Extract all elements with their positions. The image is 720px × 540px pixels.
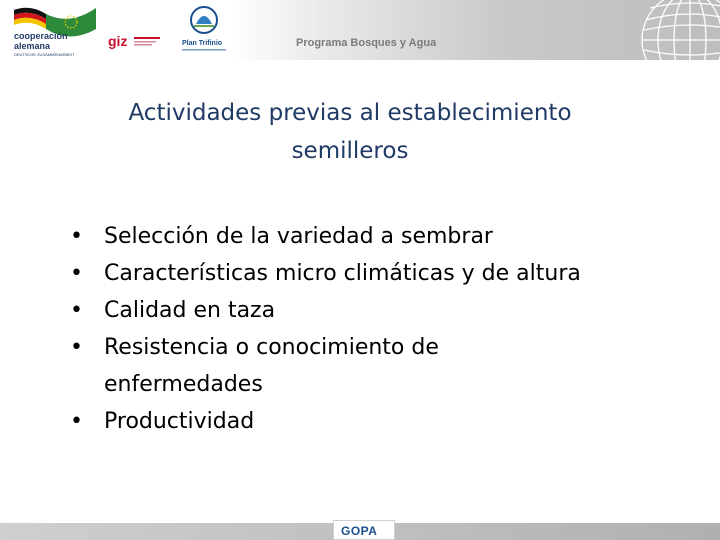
bullet-dot: • <box>70 335 83 360</box>
title-line: Actividades previas al establecimiento <box>128 100 572 126</box>
giz-logo <box>102 0 174 60</box>
bullet-text: Características micro climáticas y de altura <box>104 261 581 286</box>
gopa-logo-text: GOPA <box>341 524 378 538</box>
globe-icon <box>620 0 720 60</box>
coop-line-3: DEUTSCHE ZUSAMMENARBEIT <box>14 52 75 57</box>
coop-line-1: cooperación <box>14 31 68 41</box>
bullet-item <box>70 255 710 292</box>
flags-icon <box>0 0 102 60</box>
bullet-dot: • <box>70 298 83 323</box>
bullet-text: Resistencia o conocimiento de <box>104 335 439 360</box>
bullet-text-continued: enfermedades <box>104 372 263 397</box>
bullet-item <box>70 292 710 329</box>
bullet-item <box>70 329 710 403</box>
bullet-text: Productividad <box>104 409 255 434</box>
plan-trifinio-text: Plan Trifinio <box>182 40 223 47</box>
bullet-text: Calidad en taza <box>104 298 276 323</box>
bullet-list <box>70 218 710 440</box>
title-line: semilleros <box>291 138 409 164</box>
gopa-logo <box>333 520 395 540</box>
program-title: Programa Bosques y Agua <box>296 37 437 49</box>
coop-line-2: alemana <box>14 41 51 51</box>
plan-trifinio-logo <box>174 0 234 60</box>
bullet-text: Selección de la variedad a sembrar <box>104 224 493 249</box>
giz-text: giz <box>108 33 128 49</box>
header-band <box>0 0 720 60</box>
bullet-item <box>70 403 710 440</box>
bullet-item <box>70 218 710 255</box>
cooperacion-alemana-logo <box>0 0 102 60</box>
bullet-dot: • <box>70 261 83 286</box>
bullet-dot: • <box>70 224 83 249</box>
slide-title <box>60 94 640 170</box>
bullet-dot: • <box>70 409 83 434</box>
